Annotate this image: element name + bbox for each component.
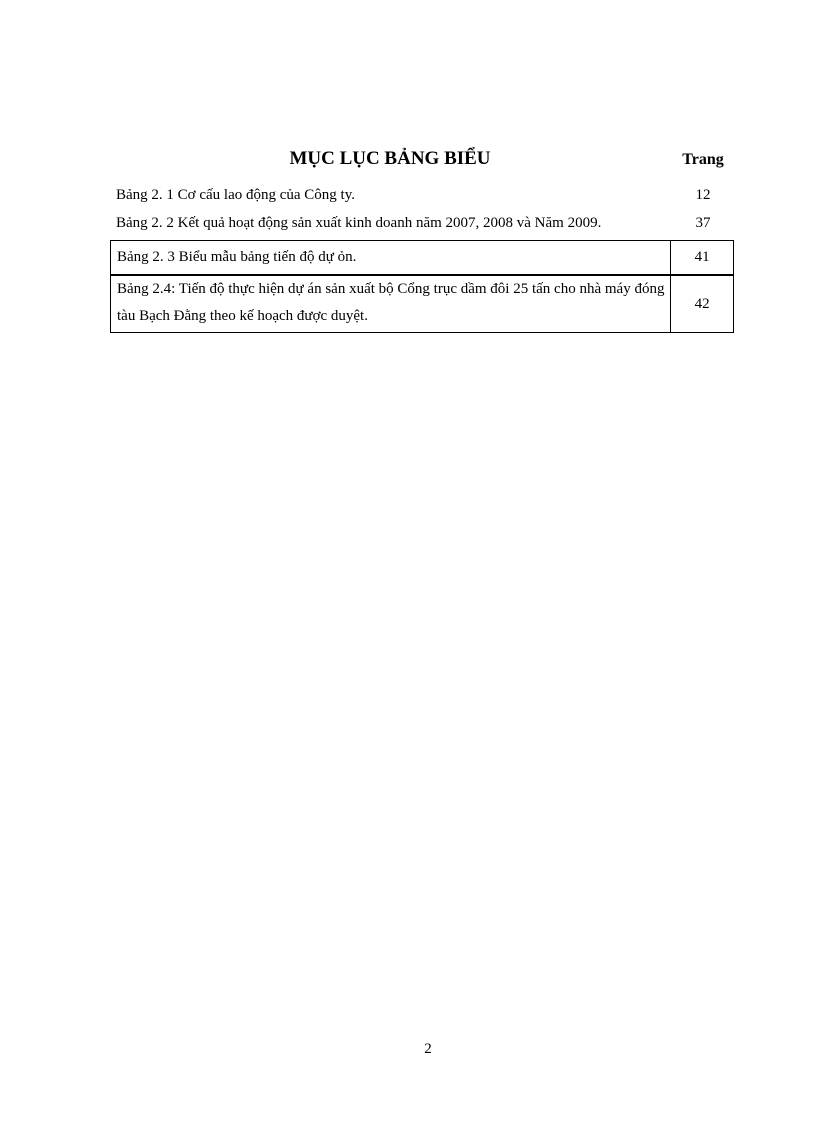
toc-entry[interactable] — [110, 211, 734, 235]
toc-entry[interactable] — [110, 240, 734, 276]
toc-entry-label: Bảng 2. 3 Biểu mẫu bảng tiến độ dự ỏn. — [111, 241, 671, 274]
toc-entry-page: 12 — [695, 187, 711, 203]
toc-entry-page: 37 — [695, 215, 711, 231]
footer-page-number: 2 — [424, 1041, 432, 1057]
page-column-header: Trang — [682, 151, 724, 168]
toc-entry-label: Bảng 2. 2 Kết quả hoạt động sản xuất kinh doanh năm 2007, 2008 và Năm 2009. — [116, 215, 602, 231]
toc-entry[interactable] — [110, 276, 734, 333]
page-title: MỤC LỤC BẢNG BIỂU — [289, 148, 491, 169]
toc-entry[interactable] — [110, 183, 734, 207]
toc-entry-page: 42 — [694, 295, 710, 312]
toc-entry-page: 41 — [694, 249, 710, 265]
toc-entry-label: Bảng 2.4: Tiến độ thực hiện dự án sản xuất bộ Cổng trục dầm đôi 25 tấn cho nhà máy đóng tàu Bạch Đằng theo kế hoạch được duyệt. — [111, 276, 671, 332]
toc-entry-label: Bảng 2. 1 Cơ cấu lao động của Công ty. — [116, 187, 356, 203]
